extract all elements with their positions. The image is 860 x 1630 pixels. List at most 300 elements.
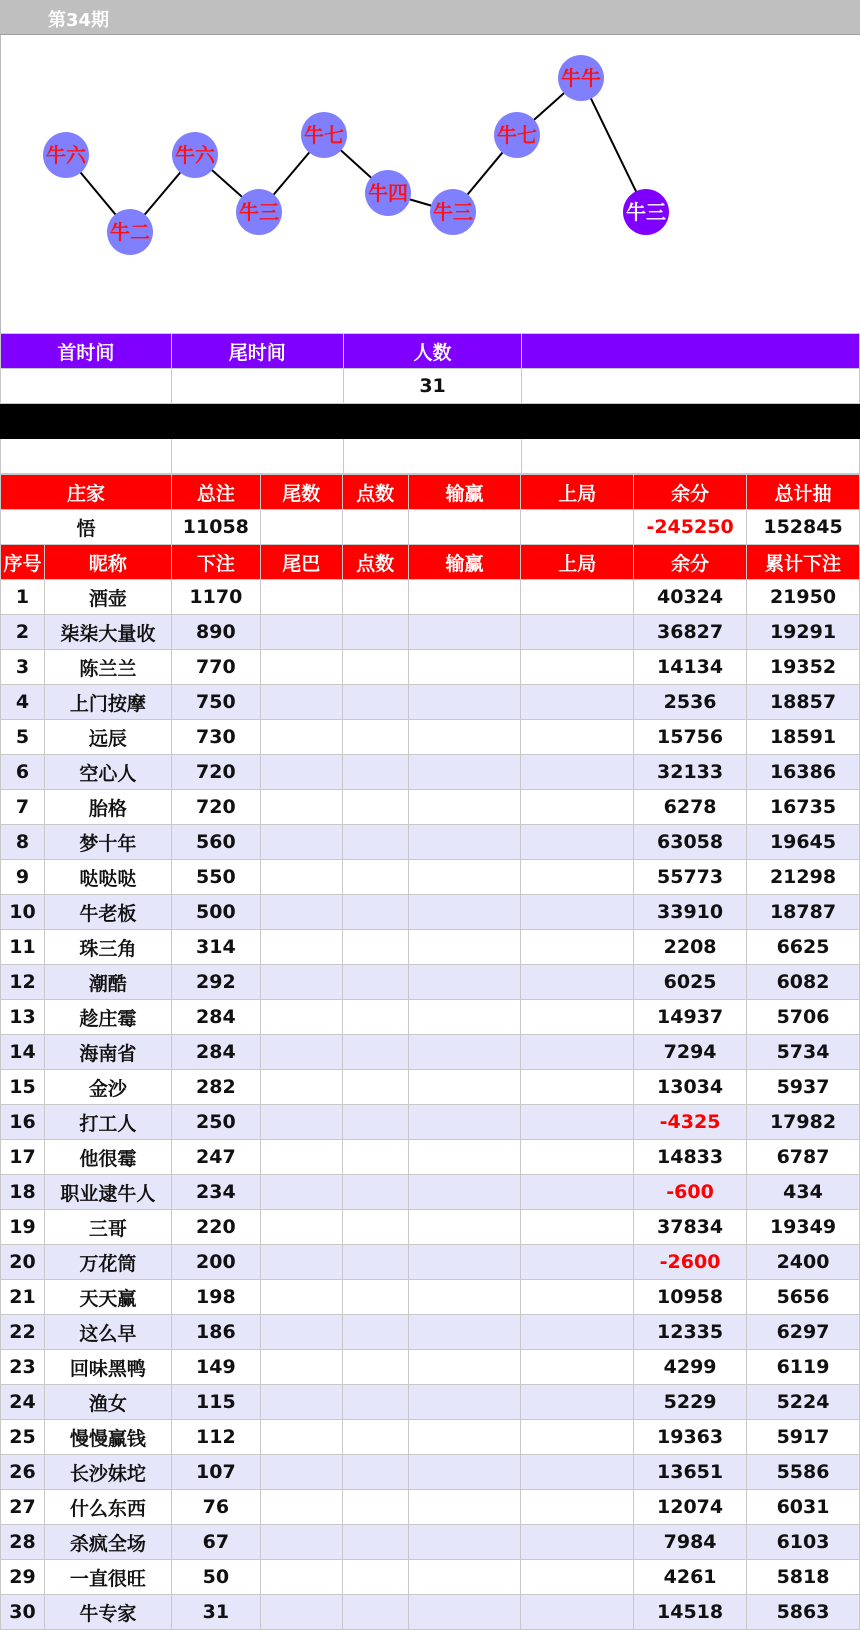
player-tail bbox=[260, 1350, 342, 1385]
player-header-balance: 余分 bbox=[634, 545, 747, 580]
player-index: 2 bbox=[1, 615, 45, 650]
player-cumulative-bet: 5734 bbox=[747, 1035, 860, 1070]
player-winloss bbox=[408, 1455, 521, 1490]
player-winloss bbox=[408, 1315, 521, 1350]
player-balance: 40324 bbox=[634, 580, 747, 615]
player-balance: 37834 bbox=[634, 1210, 747, 1245]
player-row bbox=[1, 1280, 860, 1315]
player-tail bbox=[260, 1070, 342, 1105]
player-bet: 247 bbox=[171, 1140, 260, 1175]
player-nickname: 陈兰兰 bbox=[44, 650, 171, 685]
player-header-last-round: 上局 bbox=[521, 545, 634, 580]
player-row bbox=[1, 1595, 860, 1630]
player-row bbox=[1, 1490, 860, 1525]
player-points bbox=[342, 1350, 408, 1385]
player-balance: 6025 bbox=[634, 965, 747, 1000]
player-cumulative-bet: 6119 bbox=[747, 1350, 860, 1385]
player-last-round bbox=[521, 1245, 634, 1280]
player-last-round bbox=[521, 1280, 634, 1315]
player-bet: 560 bbox=[171, 825, 260, 860]
player-winloss bbox=[408, 965, 521, 1000]
player-tail bbox=[260, 930, 342, 965]
player-cumulative-bet: 21298 bbox=[747, 860, 860, 895]
player-bet: 250 bbox=[171, 1105, 260, 1140]
player-nickname: 天天赢 bbox=[44, 1280, 171, 1315]
player-winloss bbox=[408, 580, 521, 615]
player-last-round bbox=[521, 615, 634, 650]
player-tail bbox=[260, 1035, 342, 1070]
player-balance: 33910 bbox=[634, 895, 747, 930]
player-winloss bbox=[408, 1210, 521, 1245]
player-tail bbox=[260, 1175, 342, 1210]
player-tail bbox=[260, 1280, 342, 1315]
player-index: 7 bbox=[1, 790, 45, 825]
trend-node bbox=[623, 189, 669, 235]
player-index: 20 bbox=[1, 1245, 45, 1280]
empty-cell bbox=[1, 439, 172, 474]
player-bet: 550 bbox=[171, 860, 260, 895]
trend-node-label: 牛六 bbox=[175, 143, 215, 167]
player-bet: 284 bbox=[171, 1000, 260, 1035]
player-bet: 67 bbox=[171, 1525, 260, 1560]
player-nickname: 远辰 bbox=[44, 720, 171, 755]
title-bar bbox=[0, 0, 860, 35]
player-tail bbox=[260, 1455, 342, 1490]
player-balance: 12074 bbox=[634, 1490, 747, 1525]
player-winloss bbox=[408, 1245, 521, 1280]
banker-header-points: 点数 bbox=[342, 475, 408, 510]
player-row bbox=[1, 1420, 860, 1455]
player-bet: 890 bbox=[171, 615, 260, 650]
player-last-round bbox=[521, 1000, 634, 1035]
player-points bbox=[342, 580, 408, 615]
player-cumulative-bet: 5586 bbox=[747, 1455, 860, 1490]
player-index: 3 bbox=[1, 650, 45, 685]
trend-node-label: 牛三 bbox=[626, 200, 666, 224]
player-bet: 198 bbox=[171, 1280, 260, 1315]
player-tail bbox=[260, 580, 342, 615]
player-winloss bbox=[408, 1525, 521, 1560]
player-bet: 234 bbox=[171, 1175, 260, 1210]
player-bet: 115 bbox=[171, 1385, 260, 1420]
player-bet: 750 bbox=[171, 685, 260, 720]
info-header-count: 人数 bbox=[343, 334, 522, 369]
player-header-tail: 尾巴 bbox=[260, 545, 342, 580]
player-nickname: 万花筒 bbox=[44, 1245, 171, 1280]
banker-total: 11058 bbox=[171, 510, 260, 545]
trend-node bbox=[558, 55, 604, 101]
player-cumulative-bet: 16386 bbox=[747, 755, 860, 790]
player-points bbox=[342, 895, 408, 930]
player-row bbox=[1, 965, 860, 1000]
player-balance: 14937 bbox=[634, 1000, 747, 1035]
player-cumulative-bet: 6103 bbox=[747, 1525, 860, 1560]
trend-node bbox=[236, 189, 282, 235]
player-balance: 4261 bbox=[634, 1560, 747, 1595]
player-points bbox=[342, 1455, 408, 1490]
player-points bbox=[342, 1070, 408, 1105]
player-row bbox=[1, 1350, 860, 1385]
player-header-cumulative-bet: 累计下注 bbox=[747, 545, 860, 580]
player-header-winloss: 输赢 bbox=[408, 545, 521, 580]
player-nickname: 海南省 bbox=[44, 1035, 171, 1070]
player-bet: 770 bbox=[171, 650, 260, 685]
banker-header-row bbox=[1, 475, 860, 510]
player-points bbox=[342, 755, 408, 790]
player-balance: 4299 bbox=[634, 1350, 747, 1385]
player-tail bbox=[260, 1595, 342, 1630]
player-winloss bbox=[408, 1105, 521, 1140]
player-cumulative-bet: 19645 bbox=[747, 825, 860, 860]
player-tail bbox=[260, 685, 342, 720]
player-cumulative-bet: 2400 bbox=[747, 1245, 860, 1280]
player-points bbox=[342, 685, 408, 720]
player-balance: 14833 bbox=[634, 1140, 747, 1175]
player-tail bbox=[260, 615, 342, 650]
player-cumulative-bet: 5656 bbox=[747, 1280, 860, 1315]
player-balance: 14134 bbox=[634, 650, 747, 685]
player-winloss bbox=[408, 1140, 521, 1175]
player-index: 19 bbox=[1, 1210, 45, 1245]
player-index: 6 bbox=[1, 755, 45, 790]
player-row bbox=[1, 1560, 860, 1595]
player-index: 16 bbox=[1, 1105, 45, 1140]
player-tail bbox=[260, 1210, 342, 1245]
player-points bbox=[342, 1560, 408, 1595]
player-balance: 32133 bbox=[634, 755, 747, 790]
player-tail bbox=[260, 1420, 342, 1455]
player-cumulative-bet: 434 bbox=[747, 1175, 860, 1210]
player-index: 25 bbox=[1, 1420, 45, 1455]
player-row bbox=[1, 1070, 860, 1105]
player-index: 18 bbox=[1, 1175, 45, 1210]
banker-last-round bbox=[521, 510, 634, 545]
player-bet: 76 bbox=[171, 1490, 260, 1525]
info-blank bbox=[522, 369, 860, 404]
player-row bbox=[1, 825, 860, 860]
player-nickname: 金沙 bbox=[44, 1070, 171, 1105]
trend-node-label: 牛三 bbox=[433, 200, 473, 224]
empty-row bbox=[1, 439, 860, 474]
player-points bbox=[342, 1490, 408, 1525]
player-points bbox=[342, 720, 408, 755]
player-row bbox=[1, 1105, 860, 1140]
player-cumulative-bet: 5706 bbox=[747, 1000, 860, 1035]
player-cumulative-bet: 19291 bbox=[747, 615, 860, 650]
player-points bbox=[342, 1210, 408, 1245]
player-index: 4 bbox=[1, 685, 45, 720]
player-nickname: 哒哒哒 bbox=[44, 860, 171, 895]
player-winloss bbox=[408, 1000, 521, 1035]
player-index: 13 bbox=[1, 1000, 45, 1035]
player-points bbox=[342, 1140, 408, 1175]
player-last-round bbox=[521, 860, 634, 895]
player-nickname: 长沙妹坨 bbox=[44, 1455, 171, 1490]
info-first-time bbox=[1, 369, 172, 404]
player-balance: 7294 bbox=[634, 1035, 747, 1070]
separator-row bbox=[1, 404, 860, 439]
player-header-points: 点数 bbox=[342, 545, 408, 580]
player-last-round bbox=[521, 1420, 634, 1455]
player-cumulative-bet: 21950 bbox=[747, 580, 860, 615]
player-row bbox=[1, 1315, 860, 1350]
player-index: 23 bbox=[1, 1350, 45, 1385]
banker-header-balance: 余分 bbox=[634, 475, 747, 510]
player-rows bbox=[1, 580, 860, 1630]
player-cumulative-bet: 16735 bbox=[747, 790, 860, 825]
player-cumulative-bet: 18591 bbox=[747, 720, 860, 755]
player-balance: 12335 bbox=[634, 1315, 747, 1350]
player-nickname: 柒柒大量收 bbox=[44, 615, 171, 650]
player-points bbox=[342, 1245, 408, 1280]
player-points bbox=[342, 1000, 408, 1035]
player-cumulative-bet: 5917 bbox=[747, 1420, 860, 1455]
trend-node-label: 牛七 bbox=[304, 123, 344, 147]
player-nickname: 梦十年 bbox=[44, 825, 171, 860]
player-balance: 63058 bbox=[634, 825, 747, 860]
player-row bbox=[1, 1000, 860, 1035]
player-last-round bbox=[521, 930, 634, 965]
player-tail bbox=[260, 790, 342, 825]
banker-header-tail: 尾数 bbox=[260, 475, 342, 510]
player-points bbox=[342, 1175, 408, 1210]
player-tail bbox=[260, 895, 342, 930]
player-row bbox=[1, 1175, 860, 1210]
player-bet: 314 bbox=[171, 930, 260, 965]
player-last-round bbox=[521, 1350, 634, 1385]
player-row bbox=[1, 650, 860, 685]
banker-winloss bbox=[408, 510, 521, 545]
player-last-round bbox=[521, 1140, 634, 1175]
player-row bbox=[1, 580, 860, 615]
player-row bbox=[1, 1140, 860, 1175]
player-index: 17 bbox=[1, 1140, 45, 1175]
player-nickname: 牛老板 bbox=[44, 895, 171, 930]
player-index: 9 bbox=[1, 860, 45, 895]
info-header-first-time: 首时间 bbox=[1, 334, 172, 369]
player-last-round bbox=[521, 825, 634, 860]
player-row bbox=[1, 1525, 860, 1560]
player-last-round bbox=[521, 755, 634, 790]
player-last-round bbox=[521, 965, 634, 1000]
player-index: 1 bbox=[1, 580, 45, 615]
player-nickname: 回味黑鸭 bbox=[44, 1350, 171, 1385]
player-row bbox=[1, 615, 860, 650]
player-last-round bbox=[521, 1210, 634, 1245]
trend-node-label: 牛牛 bbox=[561, 66, 601, 90]
player-cumulative-bet: 19349 bbox=[747, 1210, 860, 1245]
player-cumulative-bet: 6031 bbox=[747, 1490, 860, 1525]
player-row bbox=[1, 1245, 860, 1280]
player-tail bbox=[260, 1385, 342, 1420]
trend-node bbox=[107, 209, 153, 255]
player-row bbox=[1, 1035, 860, 1070]
player-index: 27 bbox=[1, 1490, 45, 1525]
player-winloss bbox=[408, 1420, 521, 1455]
empty-cell bbox=[522, 439, 860, 474]
player-bet: 284 bbox=[171, 1035, 260, 1070]
player-bet: 186 bbox=[171, 1315, 260, 1350]
banker-header-total-rake: 总计抽 bbox=[747, 475, 860, 510]
banker-header-total: 总注 bbox=[171, 475, 260, 510]
player-points bbox=[342, 860, 408, 895]
player-balance: 13034 bbox=[634, 1070, 747, 1105]
player-index: 5 bbox=[1, 720, 45, 755]
player-index: 14 bbox=[1, 1035, 45, 1070]
player-winloss bbox=[408, 1035, 521, 1070]
player-last-round bbox=[521, 1525, 634, 1560]
banker-points bbox=[342, 510, 408, 545]
player-winloss bbox=[408, 895, 521, 930]
player-balance: 19363 bbox=[634, 1420, 747, 1455]
player-last-round bbox=[521, 1070, 634, 1105]
player-index: 11 bbox=[1, 930, 45, 965]
player-balance: 5229 bbox=[634, 1385, 747, 1420]
player-last-round bbox=[521, 1035, 634, 1070]
player-last-round bbox=[521, 1560, 634, 1595]
player-bet: 720 bbox=[171, 755, 260, 790]
player-cumulative-bet: 6625 bbox=[747, 930, 860, 965]
player-cumulative-bet: 5863 bbox=[747, 1595, 860, 1630]
trend-node bbox=[43, 132, 89, 178]
trend-node-label: 牛二 bbox=[110, 220, 150, 244]
player-tail bbox=[260, 1105, 342, 1140]
separator-bar bbox=[1, 404, 860, 439]
player-nickname: 酒壶 bbox=[44, 580, 171, 615]
player-nickname: 空心人 bbox=[44, 755, 171, 790]
player-index: 8 bbox=[1, 825, 45, 860]
player-nickname: 胎格 bbox=[44, 790, 171, 825]
player-cumulative-bet: 5818 bbox=[747, 1560, 860, 1595]
player-winloss bbox=[408, 1595, 521, 1630]
player-cumulative-bet: 18857 bbox=[747, 685, 860, 720]
player-last-round bbox=[521, 580, 634, 615]
player-points bbox=[342, 1595, 408, 1630]
trend-node-label: 牛四 bbox=[368, 181, 408, 205]
player-nickname: 牛专家 bbox=[44, 1595, 171, 1630]
player-last-round bbox=[521, 1490, 634, 1525]
player-balance: 14518 bbox=[634, 1595, 747, 1630]
player-bet: 500 bbox=[171, 895, 260, 930]
player-winloss bbox=[408, 1385, 521, 1420]
player-row bbox=[1, 790, 860, 825]
player-balance: 55773 bbox=[634, 860, 747, 895]
player-points bbox=[342, 1315, 408, 1350]
info-header-last-time: 尾时间 bbox=[171, 334, 343, 369]
player-winloss bbox=[408, 1490, 521, 1525]
banker-header-last-round: 上局 bbox=[521, 475, 634, 510]
player-row bbox=[1, 1455, 860, 1490]
player-tail bbox=[260, 1560, 342, 1595]
player-index: 15 bbox=[1, 1070, 45, 1105]
player-last-round bbox=[521, 1105, 634, 1140]
player-nickname: 慢慢赢钱 bbox=[44, 1420, 171, 1455]
player-points bbox=[342, 615, 408, 650]
player-nickname: 珠三角 bbox=[44, 930, 171, 965]
player-row bbox=[1, 860, 860, 895]
player-tail bbox=[260, 1245, 342, 1280]
player-last-round bbox=[521, 1315, 634, 1350]
info-table bbox=[0, 333, 860, 474]
player-balance: 7984 bbox=[634, 1525, 747, 1560]
player-points bbox=[342, 650, 408, 685]
player-nickname: 渔女 bbox=[44, 1385, 171, 1420]
main-table bbox=[0, 474, 860, 1630]
player-index: 26 bbox=[1, 1455, 45, 1490]
player-balance: -4325 bbox=[634, 1105, 747, 1140]
player-bet: 31 bbox=[171, 1595, 260, 1630]
player-bet: 1170 bbox=[171, 580, 260, 615]
player-bet: 112 bbox=[171, 1420, 260, 1455]
player-winloss bbox=[408, 615, 521, 650]
player-winloss bbox=[408, 825, 521, 860]
player-header-bet: 下注 bbox=[171, 545, 260, 580]
player-header-index: 序号 bbox=[1, 545, 45, 580]
player-bet: 50 bbox=[171, 1560, 260, 1595]
banker-balance: -245250 bbox=[634, 510, 747, 545]
trend-chart bbox=[0, 35, 860, 333]
player-tail bbox=[260, 965, 342, 1000]
player-nickname: 一直很旺 bbox=[44, 1560, 171, 1595]
player-cumulative-bet: 6082 bbox=[747, 965, 860, 1000]
info-count: 31 bbox=[343, 369, 522, 404]
player-last-round bbox=[521, 650, 634, 685]
player-points bbox=[342, 1035, 408, 1070]
player-points bbox=[342, 1280, 408, 1315]
period-title: 第34期 bbox=[48, 10, 110, 31]
player-header-row bbox=[1, 545, 860, 580]
player-index: 24 bbox=[1, 1385, 45, 1420]
player-balance: 2536 bbox=[634, 685, 747, 720]
info-header-blank bbox=[522, 334, 860, 369]
player-cumulative-bet: 6787 bbox=[747, 1140, 860, 1175]
empty-cell bbox=[343, 439, 522, 474]
player-winloss bbox=[408, 1560, 521, 1595]
player-nickname: 打工人 bbox=[44, 1105, 171, 1140]
player-index: 30 bbox=[1, 1595, 45, 1630]
player-points bbox=[342, 790, 408, 825]
player-bet: 282 bbox=[171, 1070, 260, 1105]
trend-node bbox=[172, 132, 218, 178]
player-index: 12 bbox=[1, 965, 45, 1000]
player-cumulative-bet: 18787 bbox=[747, 895, 860, 930]
player-points bbox=[342, 930, 408, 965]
player-winloss bbox=[408, 685, 521, 720]
player-index: 29 bbox=[1, 1560, 45, 1595]
player-nickname: 趁庄霉 bbox=[44, 1000, 171, 1035]
player-balance: 15756 bbox=[634, 720, 747, 755]
player-bet: 292 bbox=[171, 965, 260, 1000]
player-index: 21 bbox=[1, 1280, 45, 1315]
player-bet: 720 bbox=[171, 790, 260, 825]
player-winloss bbox=[408, 1280, 521, 1315]
player-nickname: 职业逮牛人 bbox=[44, 1175, 171, 1210]
player-row bbox=[1, 1385, 860, 1420]
player-cumulative-bet: 19352 bbox=[747, 650, 860, 685]
player-balance: -600 bbox=[634, 1175, 747, 1210]
player-winloss bbox=[408, 860, 521, 895]
player-tail bbox=[260, 1140, 342, 1175]
player-winloss bbox=[408, 650, 521, 685]
empty-cell bbox=[171, 439, 343, 474]
player-last-round bbox=[521, 790, 634, 825]
player-index: 28 bbox=[1, 1525, 45, 1560]
trend-node bbox=[494, 112, 540, 158]
player-winloss bbox=[408, 1350, 521, 1385]
player-header-nickname: 昵称 bbox=[44, 545, 171, 580]
player-last-round bbox=[521, 720, 634, 755]
player-nickname: 上门按摩 bbox=[44, 685, 171, 720]
